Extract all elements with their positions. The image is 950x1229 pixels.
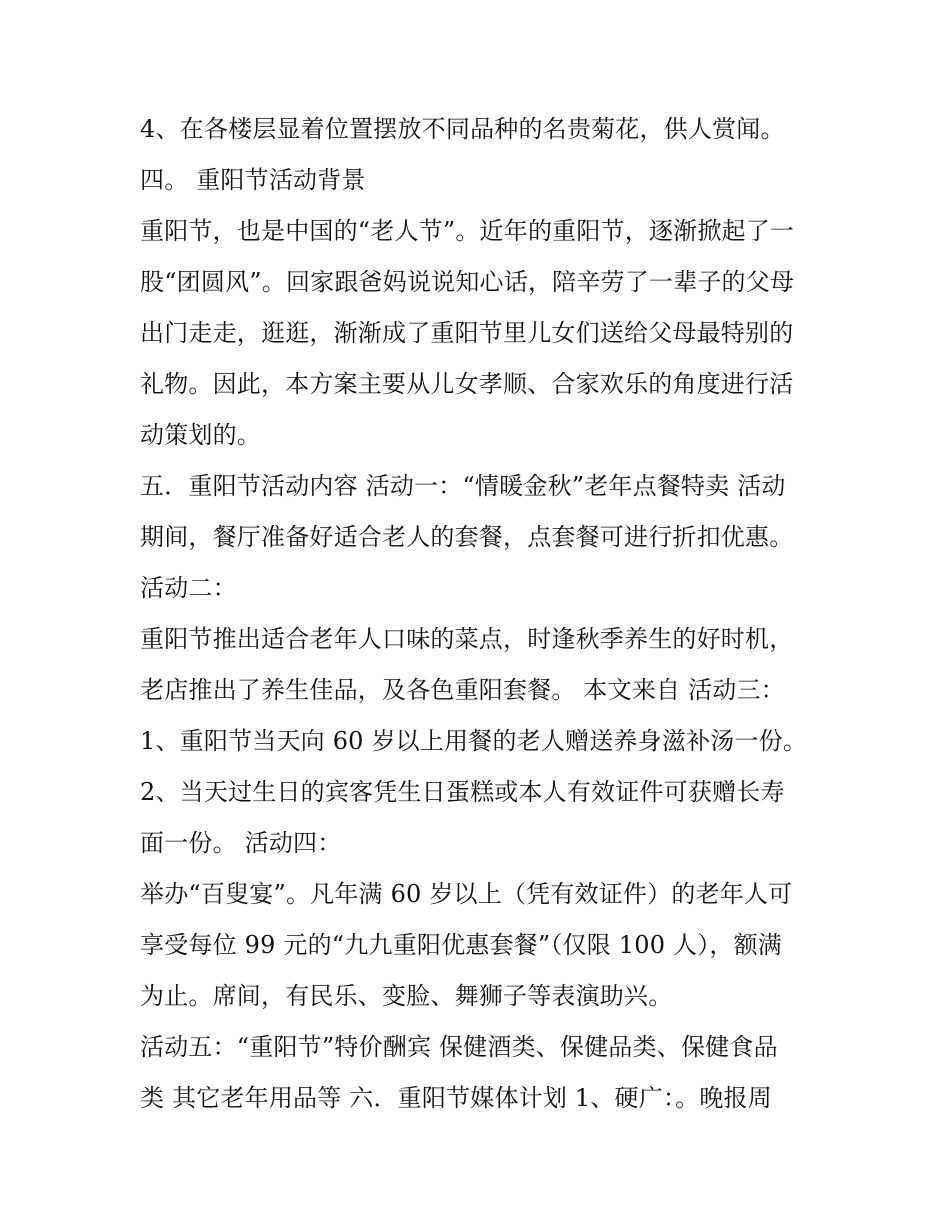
text-line: 礼物。因此，本方案主要从儿女孝顺、合家欢乐的角度进行活 xyxy=(140,370,794,398)
text-line: 类 其它老年用品等 六．重阳节媒体计划 1、硬广：。晚报周 xyxy=(140,1084,772,1112)
text-line: 重阳节推出适合老年人口味的菜点，时逢秋季养生的好时机， xyxy=(140,625,794,653)
text-line: 举办“百叟宴”。凡年满 60 岁以上（凭有效证件）的老年人可 xyxy=(140,880,793,908)
section-heading-activities: 五．重阳节活动内容 活动一：“情暖金秋”老年点餐特卖 活动 xyxy=(140,472,786,500)
text-line: 享受每位 99 元的“九九重阳优惠套餐”（仅限 100 人），额满 xyxy=(140,931,783,959)
text-line: 面一份。 活动四： xyxy=(140,829,342,857)
text-line: 为止。席间，有民乐、变脸、舞狮子等表演助兴。 xyxy=(140,982,673,1010)
text-line: 老店推出了养生佳品，及各色重阳套餐。 本文来自 活动三： xyxy=(140,676,785,704)
activity-two-label: 活动二： xyxy=(140,574,237,602)
document-body xyxy=(140,104,830,1124)
text-line: 动策划的。 xyxy=(140,421,261,449)
text-line-item-1: 1、重阳节当天向 60 岁以上用餐的老人赠送养身滋补汤一份。 xyxy=(140,727,808,755)
text-line: 期间，餐厅准备好适合老人的套餐，点套餐可进行折扣优惠。 xyxy=(140,523,794,551)
text-line-item-4-chrysanthemum: 4、在各楼层显着位置摆放不同品种的名贵菊花，供人赏闻。 xyxy=(140,115,785,143)
text-line: 股“团圆风”。回家跟爸妈说说知心话，陪辛劳了一辈子的父母 xyxy=(140,268,795,296)
activity-five-line: 活动五：“重阳节”特价酬宾 保健酒类、保健品类、保健食品 xyxy=(140,1033,778,1061)
text-line-item-2: 2、当天过生日的宾客凭生日蛋糕或本人有效证件可获赠长寿 xyxy=(140,778,785,806)
section-heading-background: 四。 重阳节活动背景 xyxy=(140,166,366,194)
text-line: 重阳节，也是中国的“老人节”。近年的重阳节，逐渐掀起了一 xyxy=(140,217,795,245)
text-line: 出门走走，逛逛，渐渐成了重阳节里儿女们送给父母最特别的 xyxy=(140,319,794,347)
